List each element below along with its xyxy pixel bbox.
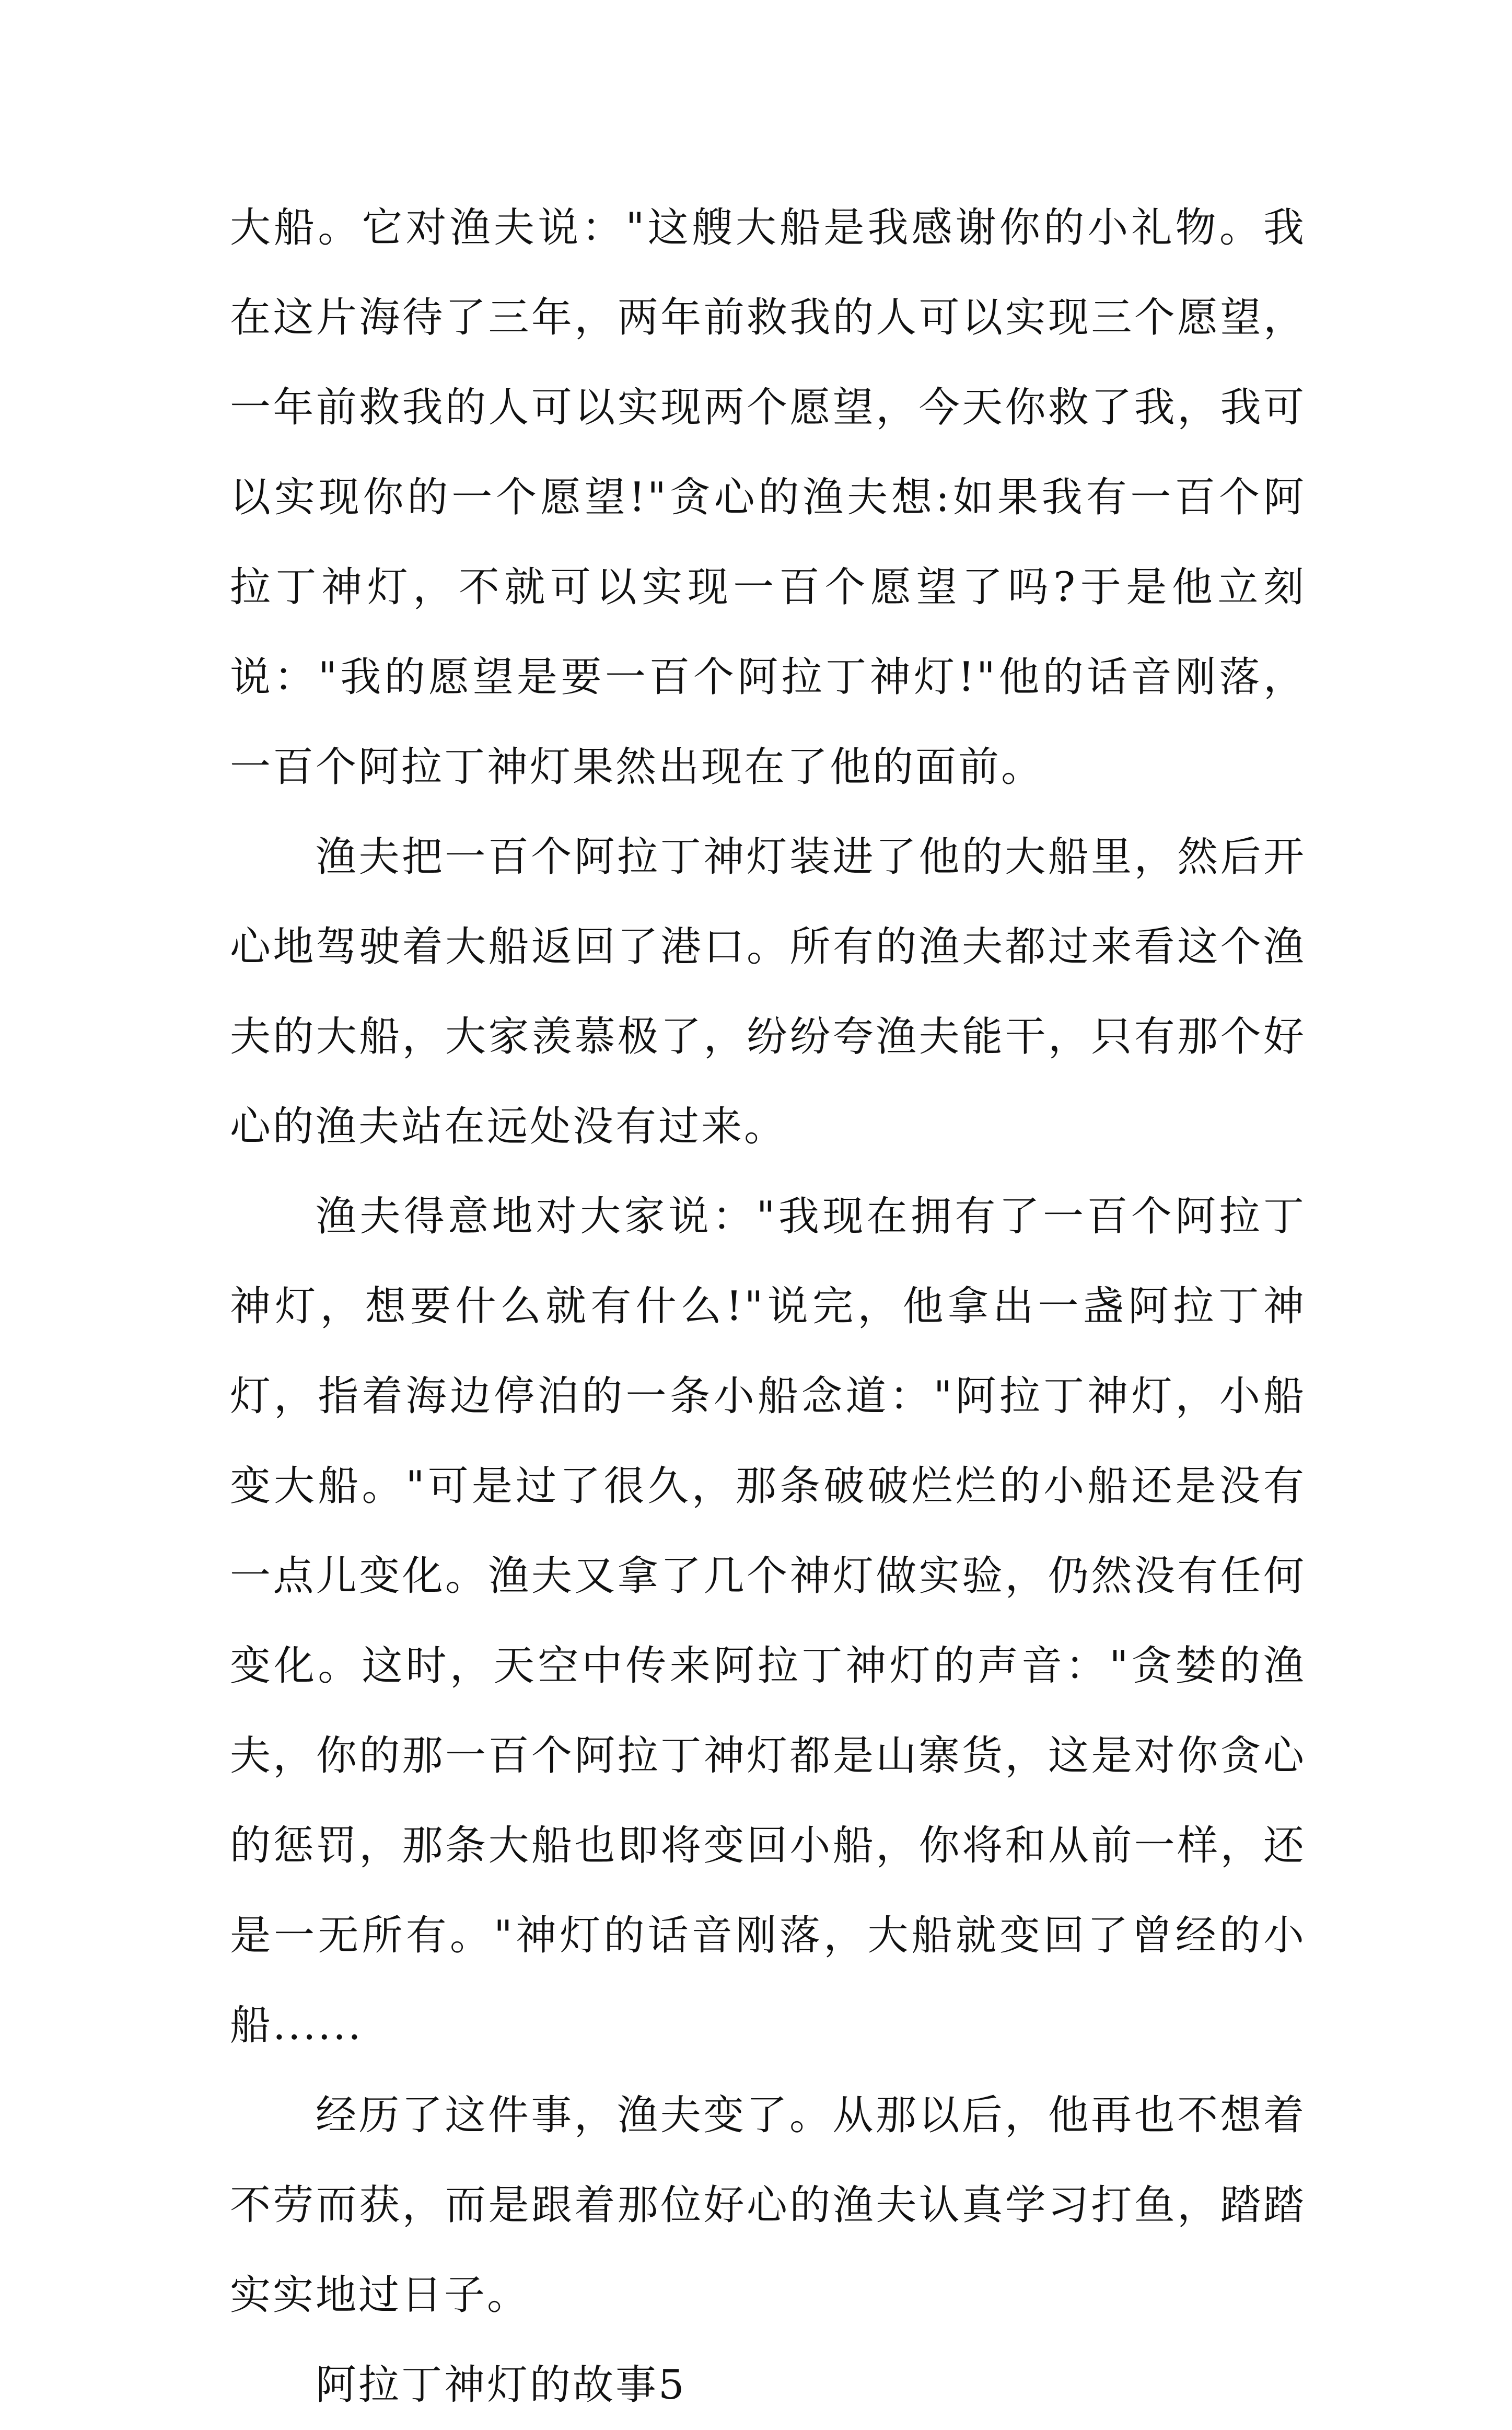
paragraph-1: 大船。它对渔夫说："这艘大船是我感谢你的小礼物。我在这片海待了三年，两年前救我的人可以实现三个愿望，一年前救我的人可以实现两个愿望，今天你救了我，我可以实现你的一个愿望!"贪心的渔夫想:如果我有一百个阿拉丁神灯，不就可以实现一百个愿望了吗?于是他立刻说："我的愿望是要一百个阿拉丁神灯!"他的话音刚落，一百个阿拉丁神灯果然出现在了他的面前。 [230, 204, 1306, 791]
paragraph-3: 渔夫得意地对大家说："我现在拥有了一百个阿拉丁神灯，想要什么就有什么!"说完，他拿出一盏阿拉丁神灯，指着海边停泊的一条小船念道："阿拉丁神灯，小船变大船。"可是过了很久，那条破破烂烂的小船还是没有一点儿变化。渔夫又拿了几个神灯做实验，仍然没有任何变化。这时，天空中传来阿拉丁神灯的声音："贪婪的渔夫，你的那一百个阿拉丁神灯都是山寨货，这是对你贪心的惩罚，那条大船也即将变回小船，你将和从前一样，还是一无所有。"神灯的话音刚落，大船就变回了曾经的小船...... [230, 1193, 1306, 2049]
document-body [230, 183, 1306, 2430]
paragraph-2: 渔夫把一百个阿拉丁神灯装进了他的大船里，然后开心地驾驶着大船返回了港口。所有的渔夫都过来看这个渔夫的大船，大家羡慕极了，纷纷夸渔夫能干，只有那个好心的渔夫站在远处没有过来。 [230, 834, 1306, 1150]
section-heading: 阿拉丁神灯的故事5 [316, 2362, 687, 2409]
paragraph-4: 经历了这件事，渔夫变了。从那以后，他再也不想着不劳而获，而是跟着那位好心的渔夫认真学习打鱼，踏踏实实地过日子。 [230, 2092, 1306, 2319]
